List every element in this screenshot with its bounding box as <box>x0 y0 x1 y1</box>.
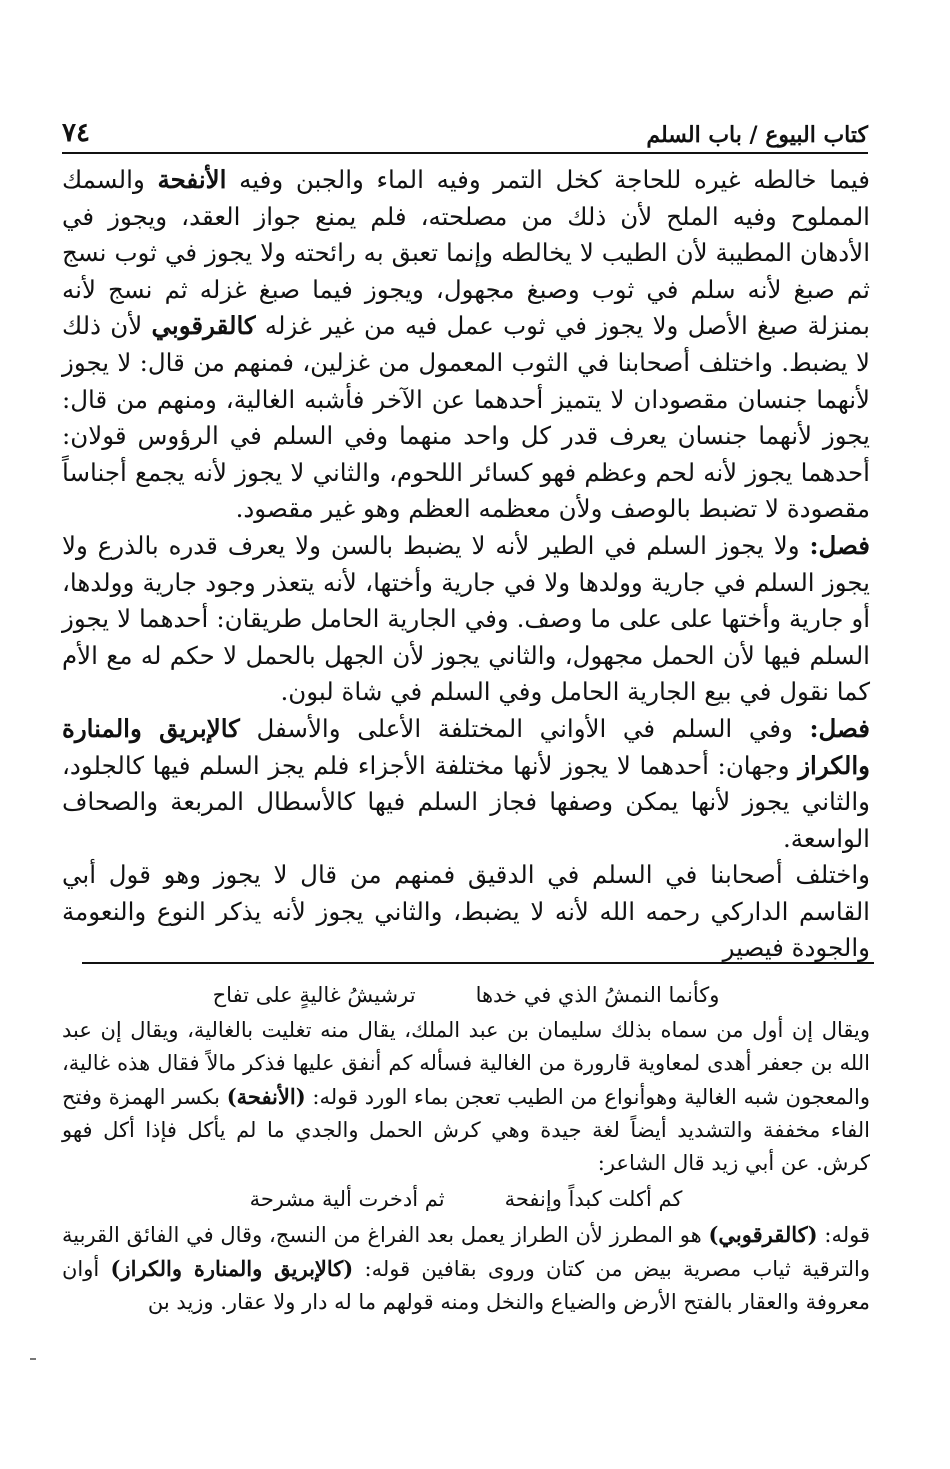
paragraph-4 <box>62 857 870 967</box>
text-run: لأن ذلك لا يضبط. واختلف أصحابنا في الثوب المعمول من غزلين، فمنهم من قال: لا يجوز لأنهما جنسان مقصودان لا يتميز أحدهما عن الآخر فأشبه الغالية، ومنهم من قال: يجوز لأنهما جنسان يعرف قدر كل واحد منهما وفي السلم في الرؤوس قولان: أحدهما يجوز لأنه لحم وعظم فهو كسائر اللحوم، والثاني لا يجوز لأنه يجمع أجناساً مقصودة لا تضبط بالوصف ولأن معظمه العظم وهو غير مقصود. <box>62 311 870 524</box>
main-text <box>62 162 870 967</box>
running-title: كتاب البيوع / باب السلم <box>646 122 868 148</box>
bold-term: (الأنفحة) <box>226 1084 306 1109</box>
bold-term: كالإبريق والمنارة والكراز <box>62 713 870 780</box>
text-run: بكسر الهمزة وفتح الفاء مخففة والتشديد أيضاً لغة جيدة وهي كرش الحمل والجدي ما لم يأكل فإذا أكل فهو كرش. عن أبي زيد قال الشاعر: <box>62 1085 870 1175</box>
page-number: ٧٤ <box>62 118 90 148</box>
text-run: والسمك المملوح وفيه الملح لأن ذلك من مصلحته، فلم يمنع جواز العقد، ويجوز في الأدهان المطيبة لأن الطيب لا يخالطه وإنما تعبق به رائحته ولا يجوز في ثوب نسج ثم صبغ لأنه سلم في ثوب وصبغ مجهول، ويجوز فيما صبغ غزله ثم نسج لأنه بمنزلة صبغ الأصل ولا يجوز في ثوب عمل فيه من غير غزله <box>62 165 870 341</box>
text-run: قوله: <box>817 1223 870 1247</box>
poem-verse-1 <box>62 976 870 1014</box>
bold-term: الأنفحة <box>157 165 227 194</box>
text-run: وفي السلم في الأواني المختلفة الأعلى والأسفل <box>239 713 810 743</box>
bold-term: (كالقرقوبي) <box>708 1222 818 1247</box>
section-marker: فصل: <box>809 530 870 560</box>
text-run: ولا يجوز السلم في الطير لأنه لا يضبط بالسن ولا يعرف قدره بالذرع ولا يجوز السلم في جارية وولدها ولا في جارية وأختها، لأنه يتعذر وجود جارية وولدها، أو جارية وأختها على على ما وصف. وفي الجارية الحامل طريقان: أحدهما لا يجوز السلم فيها لأن الحمل مجهول، والثاني يجوز لأن الجهل بالحمل لا حكم له مع الأم كما نقول في بيع الجارية الحامل وفي السلم في شاة لبون. <box>62 530 870 707</box>
paragraph-1 <box>62 162 870 528</box>
verse-hemistich-right: وكأنما النمشُ الذي في خدها <box>475 983 720 1007</box>
text-run: فيما خالطه غيره للحاجة كخل التمر وفيه الماء والجبن وفيه <box>226 165 870 194</box>
text-run: واختلف أصحابنا في السلم في الدقيق فمنهم من قال لا يجوز وهو قول أبي القاسم الداركي رحمه الله لأنه لا يضبط، والثاني يجوز لأنه يذكر النوع والنعومة والجودة فيصير <box>62 860 870 963</box>
footnote-paragraph-1 <box>62 1014 870 1180</box>
footnote-paragraph-2 <box>62 1218 870 1319</box>
text-run: ويقال إن أول من سماه بذلك سليمان بن عبد الملك، يقال منه تغليت بالغالية، ويقال إن عبد الله بن جعفر أهدى لمعاوية قارورة من الغالية فسأله كم أنفق عليها فذكر مالاً فقال هذه غالية، والمعجون شبه الغالية وهوأنواع من الطيب تعجن بماء الورد قوله: <box>62 1018 870 1109</box>
section-marker: فصل: <box>809 713 871 743</box>
footnotes <box>62 976 870 1319</box>
paragraph-2 <box>62 528 870 711</box>
poem-verse-2 <box>62 1180 870 1218</box>
paragraph-3 <box>62 711 870 857</box>
footnote-divider <box>82 962 874 964</box>
text-run: هو المطرز لأن الطراز يعمل بعد الفراغ من النسج، وقال في الفائق القربية والترقية ثياب مصرية بيض من كتان وروى بقافين قوله: <box>62 1223 870 1281</box>
verse-hemistich-left: ثم أدخرت ألية مشرحة <box>249 1187 445 1211</box>
verse-hemistich-left: ترشيشُ غاليةٍ على تفاح <box>212 983 416 1007</box>
verse-hemistich-right: كم أكلت كبداً وإنفحة <box>504 1187 683 1211</box>
bold-term: كالقرقوبي <box>151 311 256 341</box>
text-run: أوان معروفة والعقار بالفتح الأرض والضياع والنخل ومنه قولهم ما له دار ولا عقار. وزيد بن <box>62 1257 870 1314</box>
bold-term: (كالإبريق والمنارة والكراز) <box>110 1256 354 1281</box>
page-header <box>62 108 868 154</box>
text-run: وجهان: أحدهما لا يجوز لأنها مختلفة الأجزاء فلم يجز السلم فيها كالجلود، والثاني يجوز لأنها يمكن وصفها فجاز السلم فيها كالأسطال المربعة والصحاف الواسعة. <box>62 750 870 853</box>
scan-mark <box>30 1358 36 1360</box>
